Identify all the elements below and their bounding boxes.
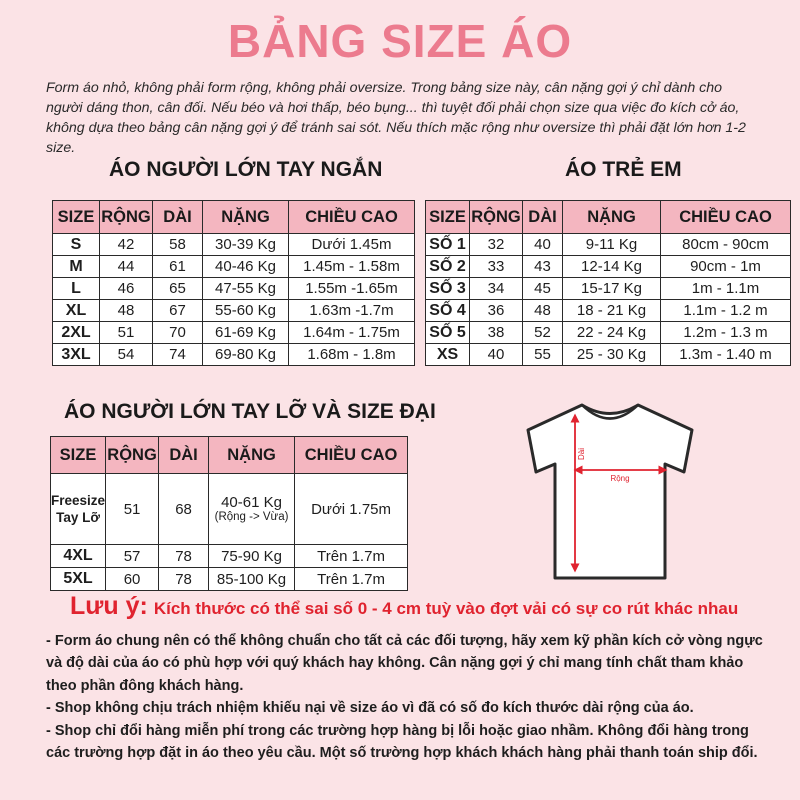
table-row [53,278,415,300]
width-cell: 32 [470,234,523,256]
header-weight: NẶNG [563,201,661,234]
size-cell: 5XL [51,568,106,591]
table-row [53,234,415,256]
length-cell: 43 [523,256,563,278]
table-row [426,344,791,366]
length-cell: 52 [523,322,563,344]
adult-short-table [52,200,415,366]
weight-note: (Rộng -> Vừa) [214,511,289,523]
header-weight: NẶNG [209,437,295,474]
weight-cell [209,474,295,545]
length-label: Dài [577,447,586,461]
table-row [51,568,408,591]
length-cell: 67 [153,300,203,322]
length-cell: 78 [159,545,209,568]
weight-cell: 25 - 30 Kg [563,344,661,366]
width-cell: 51 [100,322,153,344]
header-width: RỘNG [106,437,159,474]
width-cell: 46 [100,278,153,300]
header-size: SIZE [51,437,106,474]
weight-cell: 18 - 21 Kg [563,300,661,322]
table-row [53,322,415,344]
header-weight: NẶNG [203,201,289,234]
weight-cell: 55-60 Kg [203,300,289,322]
height-cell: 90cm - 1m [661,256,791,278]
weight-cell: 61-69 Kg [203,322,289,344]
width-cell: 48 [100,300,153,322]
size-cell: SỐ 1 [426,234,470,256]
table-row [426,234,791,256]
table-header-row [426,201,791,234]
length-cell: 74 [153,344,203,366]
height-cell: Dưới 1.75m [295,474,408,545]
height-cell: 1.3m - 1.40 m [661,344,791,366]
policy-item: - Shop chỉ đổi hàng miễn phí trong các trường hợp hàng bị lỗi hoặc giao nhầm. Không đổi hàng trong các trường hợp đặt in áo theo yêu cầu. Một số trường hợp khách khách hàng phải thanh toán ship đổi. [46,722,758,762]
width-cell: 54 [100,344,153,366]
header-size: SIZE [53,201,100,234]
size-cell: SỐ 3 [426,278,470,300]
size-cell: S [53,234,100,256]
size-cell: M [53,256,100,278]
table-row [51,474,408,545]
length-cell: 58 [153,234,203,256]
width-cell: 57 [106,545,159,568]
height-cell: 80cm - 90cm [661,234,791,256]
weight-cell: 9-11 Kg [563,234,661,256]
length-cell: 40 [523,234,563,256]
size-cell: 3XL [53,344,100,366]
policy-notes [46,630,776,764]
weight-cell: 12-14 Kg [563,256,661,278]
table-row [53,344,415,366]
header-width: RỘNG [100,201,153,234]
policy-item: - Form áo chung nên có thể không chuẩn cho tất cả các đối tượng, hãy xem kỹ phần kích cở vòng ngực và độ dài của áo có phù hợp với quý khách hay không. Cân nặng gợi ý chỉ mang tính chất tham khảo theo phần đông khách hàng. [46,633,763,694]
width-cell: 44 [100,256,153,278]
weight-cell: 30-39 Kg [203,234,289,256]
size-cell: SỐ 5 [426,322,470,344]
header-length: DÀI [153,201,203,234]
length-cell: 55 [523,344,563,366]
weight-cell: 69-80 Kg [203,344,289,366]
size-cell: 4XL [51,545,106,568]
length-cell: 61 [153,256,203,278]
weight-cell: 47-55 Kg [203,278,289,300]
height-cell: 1.45m - 1.58m [289,256,415,278]
weight-cell: 40-46 Kg [203,256,289,278]
size-tolerance-note [70,592,738,621]
table-row [51,545,408,568]
freesize-label: Freesize [51,493,106,508]
height-cell: Trên 1.7m [295,545,408,568]
length-cell: 68 [159,474,209,545]
note-text: Kích thước có thể sai số 0 - 4 cm tuỳ vào đợt vải có sự co rút khác nhau [153,599,739,618]
length-cell: 78 [159,568,209,591]
table-header-row [53,201,415,234]
header-size: SIZE [426,201,470,234]
header-width: RỘNG [470,201,523,234]
width-label: Rộng [610,474,630,483]
table-row [426,278,791,300]
note-label: Lưu ý: [70,592,148,620]
length-cell: 65 [153,278,203,300]
table-row [426,300,791,322]
height-cell: 1.64m - 1.75m [289,322,415,344]
width-cell: 36 [470,300,523,322]
height-cell: 1.2m - 1.3 m [661,322,791,344]
table-header-row [51,437,408,474]
adult-long-title: ÁO NGƯỜI LỚN TAY LỠ VÀ SIZE ĐẠI [64,400,436,423]
height-cell: Dưới 1.45m [289,234,415,256]
size-cell: SỐ 4 [426,300,470,322]
header-height: CHIỀU CAO [661,201,791,234]
adult-short-title: ÁO NGƯỜI LỚN TAY NGẮN [109,158,383,181]
table-row [426,322,791,344]
weight-cell: 15-17 Kg [563,278,661,300]
header-height: CHIỀU CAO [289,201,415,234]
size-cell [51,474,106,545]
size-cell: SỐ 2 [426,256,470,278]
table-row [53,256,415,278]
adult-long-table [50,436,408,591]
table-row [53,300,415,322]
weight-value: 40-61 Kg [221,494,282,511]
width-cell: 34 [470,278,523,300]
height-cell: 1.63m -1.7m [289,300,415,322]
kids-title: ÁO TRẺ EM [565,158,682,181]
header-length: DÀI [159,437,209,474]
width-cell: 38 [470,322,523,344]
weight-cell: 75-90 Kg [209,545,295,568]
size-cell: 2XL [53,322,100,344]
height-cell: Trên 1.7m [295,568,408,591]
width-cell: 60 [106,568,159,591]
size-cell: XL [53,300,100,322]
weight-cell: 85-100 Kg [209,568,295,591]
freesize-sub-label: Tay Lỡ [56,510,100,525]
weight-cell: 22 - 24 Kg [563,322,661,344]
length-cell: 48 [523,300,563,322]
width-cell: 40 [470,344,523,366]
table-row [426,256,791,278]
policy-item: - Shop không chịu trách nhiệm khiếu nại về size áo vì đã có số đo kích thước dài rộng của áo. [46,700,694,717]
tshirt-diagram [520,402,700,582]
width-cell: 51 [106,474,159,545]
height-cell: 1.68m - 1.8m [289,344,415,366]
kids-table [425,200,791,366]
header-length: DÀI [523,201,563,234]
page-title: BẢNG SIZE ÁO [227,15,573,67]
width-cell: 33 [470,256,523,278]
length-cell: 70 [153,322,203,344]
height-cell: 1.55m -1.65m [289,278,415,300]
width-cell: 42 [100,234,153,256]
header-height: CHIỀU CAO [295,437,408,474]
tshirt-outline [528,405,692,578]
length-cell: 45 [523,278,563,300]
size-cell: L [53,278,100,300]
height-cell: 1m - 1.1m [661,278,791,300]
intro-text: Form áo nhỏ, không phải form rộng, không phải oversize. Trong bảng size này, cân nặng gợi ý chỉ dành cho người dáng thon, cân đối. Nếu béo và hơi thấp, béo bụng... thì tuyệt đối phải chọn size qua việc đo kích cở áo, không dựa theo bảng cân nặng gợi ý để tránh sai sót. Nếu thích mặc rộng như oversize thì phải đặt lớn hơn 1-2 size. [46,80,746,156]
size-cell: XS [426,344,470,366]
height-cell: 1.1m - 1.2 m [661,300,791,322]
